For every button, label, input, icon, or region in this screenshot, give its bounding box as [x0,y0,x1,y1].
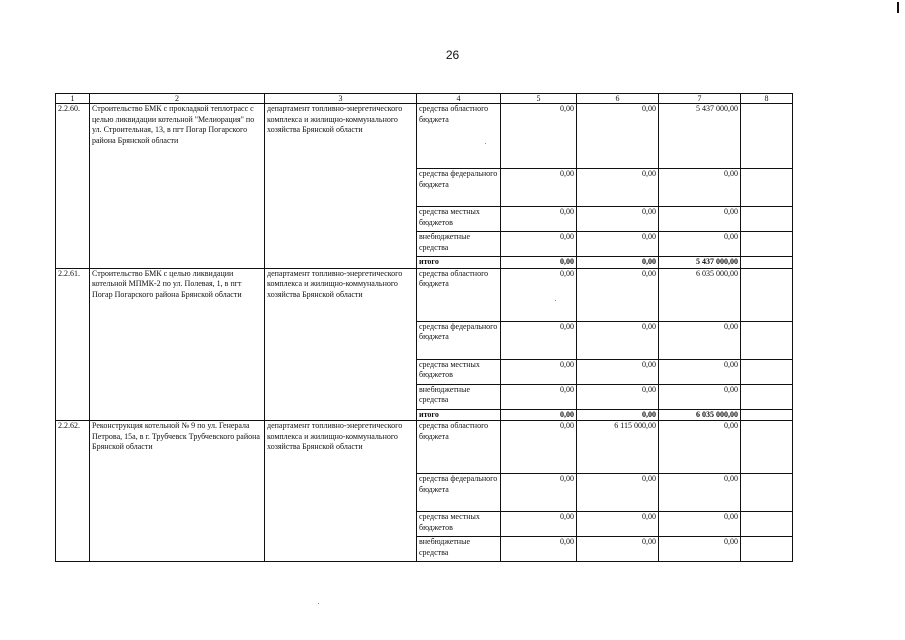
header-cell: 8 [741,94,793,104]
funding-source: внебюджетные средства [417,537,501,562]
item-code: 2.2.61. [56,268,90,421]
amount-col8 [741,474,793,512]
funding-source: итого [417,409,501,421]
amount-col6: 0,00 [577,257,659,269]
amount-col5: 0,00 [501,359,577,384]
table-row [56,268,793,321]
page-number: 26 [445,48,460,62]
header-cell: 5 [501,94,577,104]
header-cell: 3 [265,94,417,104]
amount-col5: 0,00 [501,321,577,359]
amount-col7: 0,00 [659,359,741,384]
amount-col5: 0,00 [501,169,577,207]
amount-col8 [741,268,793,321]
amount-col6: 0,00 [577,537,659,562]
amount-col5: 0,00 [501,257,577,269]
amount-col6: 0,00 [577,321,659,359]
amount-col7: 0,00 [659,384,741,409]
amount-col8 [741,321,793,359]
item-name: Строительство БМК с прокладкой теплотрасс с целью ликвидации котельной "Мелиорация" по ул. Строительная, 13, в пгт Погар Погарского района Брянской области [90,104,265,269]
amount-col5: 0,00 [501,421,577,474]
amount-col7: 0,00 [659,512,741,537]
item-name: Реконструкция котельной № 9 по ул. Генерала Петрова, 15а, в г. Трубчевск Трубчевского района Брянской области [90,421,265,562]
funding-source: средства областного бюджета [417,268,501,321]
item-department: департамент топливно-энергетического комплекса и жилищно-коммунального хозяйства Брянской области [265,104,417,269]
scan-edge-mark [897,2,899,13]
item-code: 2.2.60. [56,104,90,269]
funding-source: средства федерального бюджета [417,321,501,359]
amount-col7: 0,00 [659,537,741,562]
item-department: департамент топливно-энергетического комплекса и жилищно-коммунального хозяйства Брянской области [265,268,417,421]
table-row [56,104,793,169]
amount-col5: 0,00 [501,104,577,169]
amount-col8 [741,207,793,232]
amount-col7: 0,00 [659,474,741,512]
amount-col8 [741,232,793,257]
amount-col8 [741,169,793,207]
header-cell: 1 [56,94,90,104]
amount-col5: 0,00 [501,268,577,321]
amount-col6: 0,00 [577,359,659,384]
funding-source: средства федерального бюджета [417,474,501,512]
header-row [56,94,793,104]
amount-col8 [741,537,793,562]
amount-col8 [741,512,793,537]
amount-col7: 6 035 000,00 [659,268,741,321]
amount-col7: 0,00 [659,421,741,474]
amount-col6: 0,00 [577,409,659,421]
amount-col8 [741,359,793,384]
funding-source: средства местных бюджетов [417,207,501,232]
scan-speck [318,603,319,604]
item-department: департамент топливно-энергетического комплекса и жилищно-коммунального хозяйства Брянской области [265,421,417,562]
amount-col5: 0,00 [501,512,577,537]
amount-col7: 0,00 [659,207,741,232]
amount-col5: 0,00 [501,474,577,512]
amount-col8 [741,257,793,269]
funding-source: средства федерального бюджета [417,169,501,207]
item-code: 2.2.62. [56,421,90,562]
amount-col5: 0,00 [501,384,577,409]
amount-col6: 0,00 [577,268,659,321]
budget-table [55,93,793,562]
amount-col6: 0,00 [577,232,659,257]
funding-source: средства местных бюджетов [417,512,501,537]
funding-source: внебюджетные средства [417,232,501,257]
amount-col6: 0,00 [577,104,659,169]
amount-col5: 0,00 [501,232,577,257]
funding-source: итого [417,257,501,269]
amount-col7: 0,00 [659,321,741,359]
table-row [56,421,793,474]
amount-col8 [741,384,793,409]
amount-col6: 0,00 [577,512,659,537]
amount-col7: 0,00 [659,169,741,207]
amount-col5: 0,00 [501,409,577,421]
funding-source: средства областного бюджета [417,421,501,474]
header-cell: 4 [417,94,501,104]
amount-col6: 0,00 [577,384,659,409]
amount-col5: 0,00 [501,537,577,562]
header-cell: 6 [577,94,659,104]
item-name: Строительство БМК с целью ликвидации котельной МПМК-2 по ул. Полевая, 1, в пгт Погар Погарского района Брянской области [90,268,265,421]
amount-col7: 5 437 000,00 [659,104,741,169]
header-cell: 7 [659,94,741,104]
amount-col6: 0,00 [577,474,659,512]
amount-col8 [741,421,793,474]
amount-col6: 0,00 [577,207,659,232]
amount-col6: 6 115 000,00 [577,421,659,474]
amount-col7: 5 437 000,00 [659,257,741,269]
funding-source: внебюджетные средства [417,384,501,409]
amount-col6: 0,00 [577,169,659,207]
amount-col7: 0,00 [659,232,741,257]
amount-col5: 0,00 [501,207,577,232]
funding-source: средства местных бюджетов [417,359,501,384]
amount-col8 [741,104,793,169]
amount-col7: 6 035 000,00 [659,409,741,421]
funding-source: средства областного бюджета [417,104,501,169]
header-cell: 2 [90,94,265,104]
amount-col8 [741,409,793,421]
